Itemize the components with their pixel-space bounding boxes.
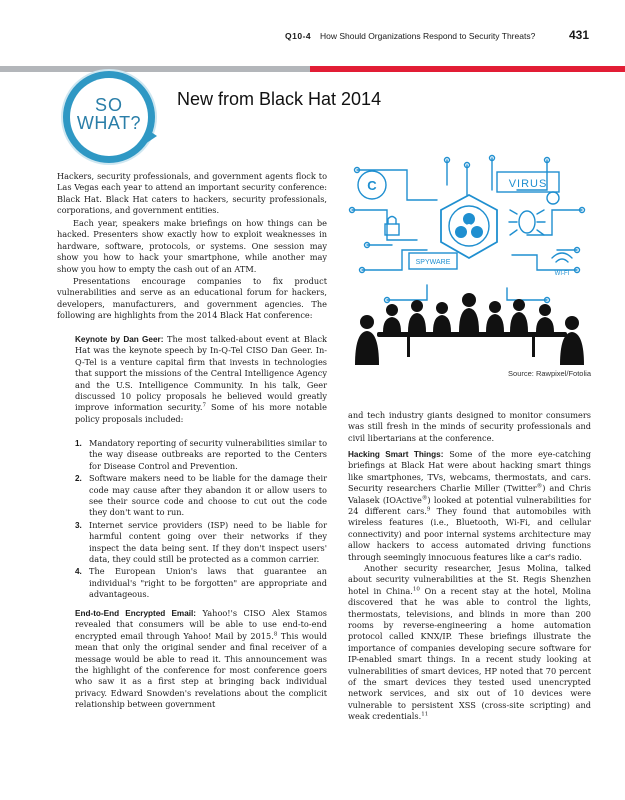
smart-things-lead: Hacking Smart Things: xyxy=(348,450,444,459)
header-band-gray xyxy=(0,66,310,72)
keynote-text: The most talked-about event at Black Hat was the keynote speech by In-Q-Tel CISO Dan Geer. In-Q-Tel is a venture capital firm that invests in technologies that support the missions of the Central Intelligence Agency and the U.S. Intelligence Community. In his talk, Geer discussed 10 policy proposals he believed would greatly improve information security. xyxy=(75,334,327,413)
list-item xyxy=(75,473,327,519)
intro-paragraph-2: Each year, speakers make briefings on how things can be hacked. Presenters show exactly how to exploit weaknesses in hardware, software, protocols, or systems. One session may show you how to hack your smartphone, while another may show you how to empty the cash out of an ATM. xyxy=(57,218,327,274)
footnote-ref-7: 7 xyxy=(202,402,206,409)
list-item xyxy=(75,438,327,472)
footnote-ref-10: 10 xyxy=(412,586,420,593)
badge-line-2: WHAT? xyxy=(76,113,142,133)
registered-mark: ® xyxy=(536,483,543,490)
list-text: The European Union's laws that guarantee an individual's "right to be forgotten" are appropriate and advantageous. xyxy=(89,566,327,600)
smart-things-text-3: ) looked at potential vulnerabilities for 24 different cars. xyxy=(348,494,592,517)
list-text: Mandatory reporting of security vulnerabilities similar to the way disease outbreaks are reported to the Centers for Disease Control and Prevention. xyxy=(89,438,327,471)
running-head xyxy=(0,29,625,43)
list-item xyxy=(75,566,327,600)
keynote-paragraph xyxy=(75,334,327,425)
encrypted-email-lead: End-to-End Encrypted Email: xyxy=(75,609,197,618)
intro-paragraph-3: Presentations encourage companies to fix product vulnerabilities and serve as an educational forum for hackers, developers, manufacturers, and government agencies. The following are highlights from the 2014 Black Hat conference: xyxy=(57,276,327,321)
molina-paragraph xyxy=(348,563,591,723)
molina-text-2: On a recent stay at the hotel, Molina discovered that he was able to control the lights, thermostats, televisions, and blinds in more than 200 rooms by reverse-engineering a home automation protocol called KNX/IP. These briefings illustrate the importance of companies developing secure software for IP-enabled smart things. In a recent study looking at vulnerabilities of smart devices, HP noted that 70 percent of the smart devices they tested used unencrypted network services, and six out of 10 devices were vulnerable to persistent XSS (cross-site scripting) and weak credentials. xyxy=(348,585,591,722)
wifi-label: WI-FI xyxy=(554,271,570,277)
encrypted-email-paragraph xyxy=(75,608,327,711)
list-item xyxy=(75,520,327,566)
list-number: 3. xyxy=(75,520,82,530)
footnote-ref-9: 9 xyxy=(426,506,431,513)
copyright-label: C xyxy=(367,178,377,193)
molina-text-1: Another security researcher, Jesus Molina, talked about security vulnerabilities at the St. Regis Shenzhen hotel in China. xyxy=(348,563,591,596)
intro-paragraph-1: Hackers, security professionals, and government agents flock to Las Vegas each year to attend an important security conference: Black Hat. Black Hat caters to hackers, security professionals, corporations, and government entities. xyxy=(57,171,327,216)
smart-things-text-1: Some of the more eye-catching briefings at Black Hat were about hacking smart things like smartphones, TVs, webcams, thermostats, and cars. Security researchers Charlie Miller (Twitter xyxy=(348,449,591,494)
so-what-badge xyxy=(70,78,148,156)
list-number: 1. xyxy=(75,439,82,448)
list-number: 2. xyxy=(75,474,82,484)
virus-label: VIRUS xyxy=(508,178,548,190)
smart-things-text-4: They found that automobiles with wireless features (i.e., Bluetooth, Wi-Fi, and cellular connectivity) and poor internal systems architecture may allow hackers to access automated driving functions through seemingly innocuous features like a car's radio. xyxy=(348,506,592,562)
proposals-list xyxy=(75,438,327,602)
continued-paragraph: and tech industry giants designed to monitor consumers was still fresh in the minds of security professionals and civil libertarians at the conference. xyxy=(348,410,591,443)
smart-things-text-2: ) and Chris Valasek (IOActive xyxy=(348,483,591,505)
footnote-ref-8: 8 xyxy=(273,631,278,638)
encrypted-email-text: Yahoo!'s CISO Alex Stamos revealed that consumers will be able to use end-to-end encrypted email through Yahoo! Mail by 2015. xyxy=(75,608,327,641)
list-text: Internet service providers (ISP) need to be liable for harmful content going over their networks if they inspect the data being sent. If they don't inspect users' data, they could still be protected as a common carrier. xyxy=(89,519,327,565)
list-number: 4. xyxy=(75,567,82,577)
feature-title: New from Black Hat 2014 xyxy=(177,89,382,109)
section-title: How Should Organizations Respond to Security Threats? xyxy=(320,31,536,41)
footnote-ref-11: 11 xyxy=(421,711,429,718)
keynote-tail: Some of his more notable policy proposals included: xyxy=(75,402,327,424)
keynote-lead: Keynote by Dan Geer: xyxy=(75,335,164,344)
section-code: Q10-4 xyxy=(285,31,312,41)
badge-line-1: SO xyxy=(94,95,123,115)
page-number: 431 xyxy=(569,28,590,42)
cyber-security-illustration xyxy=(347,150,591,366)
spyware-label: SPYWARE xyxy=(415,259,451,266)
image-credit: Source: Rawpixel/Fotolia xyxy=(508,369,591,378)
registered-mark: ® xyxy=(421,494,428,501)
header-band-red xyxy=(310,66,625,72)
encrypted-email-tail: This would mean that only the original sender and final receiver of a message would be able to read it. This announcement was the highlight of the conference for most conference goers who saw it as a first step at bringing back individual privacy. Edward Snowden's revelations about the complicit relationship between government xyxy=(75,630,327,710)
smart-things-paragraph xyxy=(348,449,591,563)
list-text: Software makers need to be liable for the damage their code may cause after they abandon it or allow users to see their source code and choose to cut out the code they don't want to run. xyxy=(89,473,327,518)
